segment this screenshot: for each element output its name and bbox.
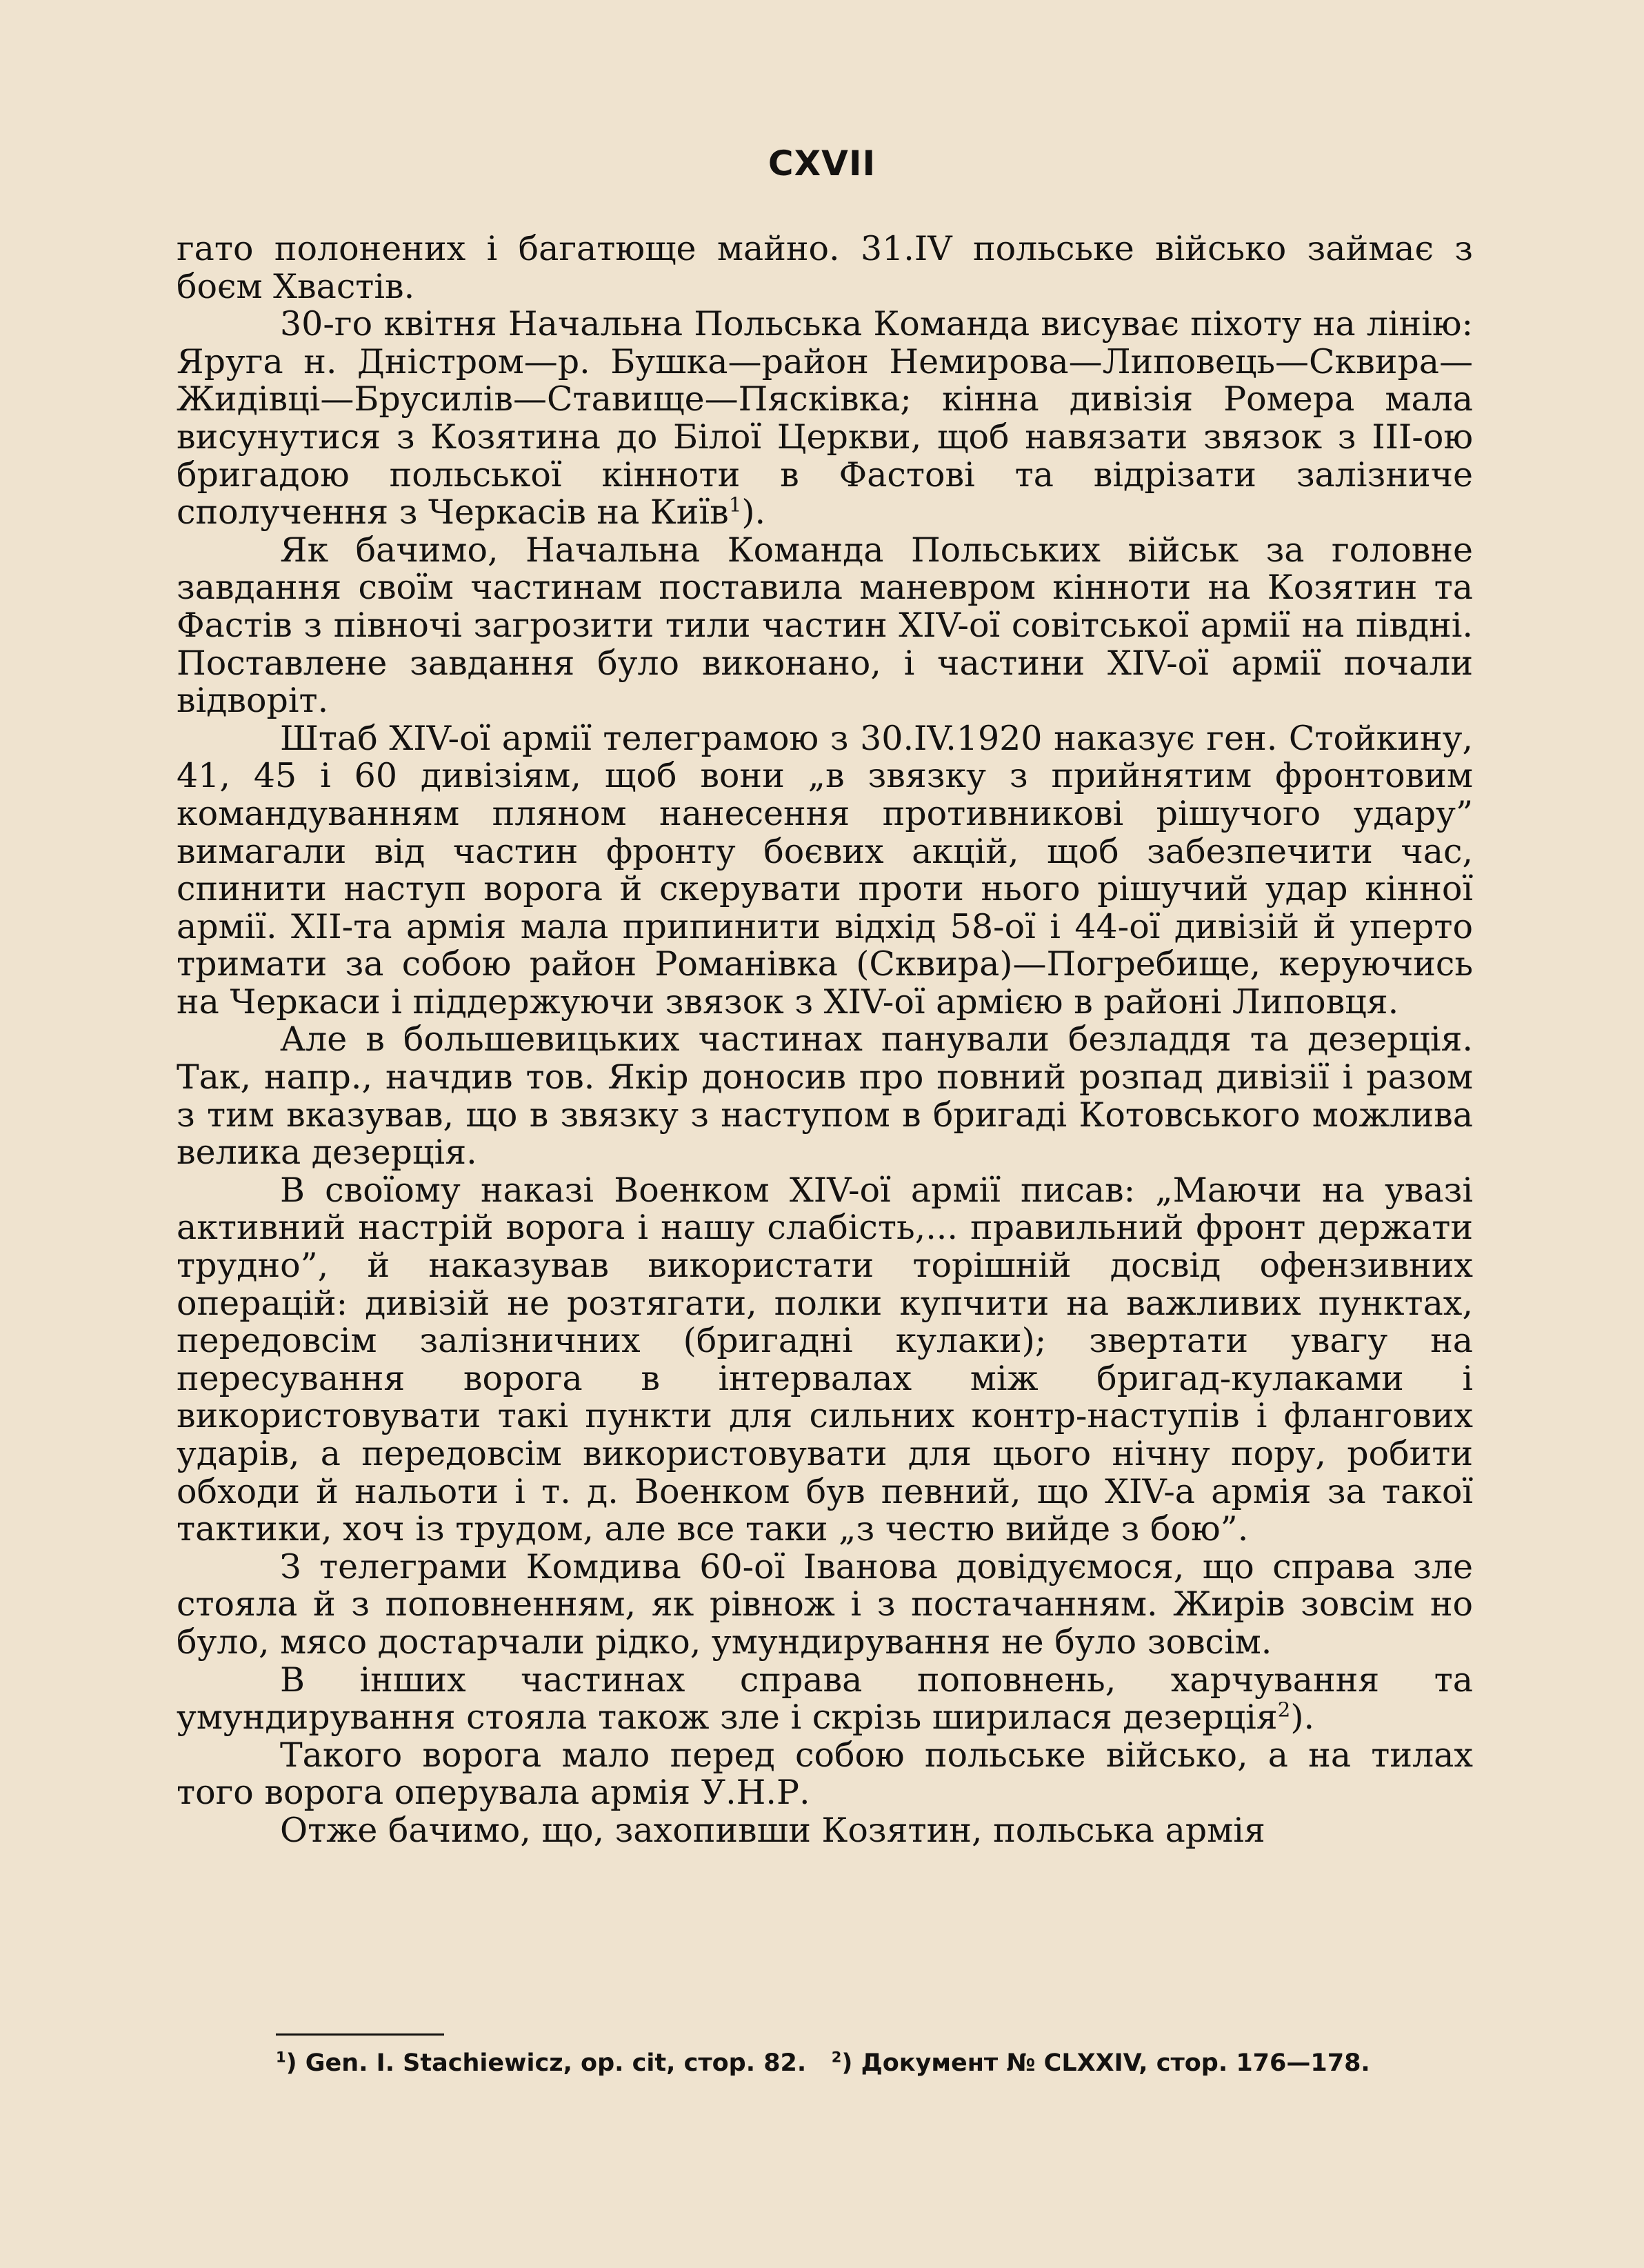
footnote-ref-2[interactable]: 2 (1277, 1698, 1291, 1722)
footnote-ref-1[interactable]: 1 (728, 493, 742, 517)
paragraph-1-text: гато полонених і багатюще майно. 31.IV польське військо займає з боєм Хвастів. (177, 229, 1473, 306)
footnote-2 (832, 2049, 1370, 2077)
paragraph-6-text: В своїому наказі Военком XIV-ої армії писав: „Маючи на увазі активний настрій ворога і нашу слабість,... правильний фронт держати трудно”, й наказував використати торішній досвід офензивних операцій: дивізій не розтягати, полки купчити на важливих пунктах, передовсім залізничних (бригадні кулаки); звертати увагу на пересування ворога в інтервалах між бригад-кулаками і використовувати такі пункти для сильних контр-наступів і флангових ударів, а передовсім використовувати для цього нічну пору, робити обходи й нальоти і т. д. Военком був певний, що XIV-а армія за такої тактики, хоч із трудом, але все таки „з честю вийде з бою”. (177, 1170, 1473, 1549)
paragraph-8 (177, 1662, 1473, 1737)
paragraph-5-text: Але в большевицьких частинах панували безладдя та дезерція. Так, напр., начдив тов. Якір доносив про повний розпад дивізії і разом з тим вказував, що в звязку з наступом в бригаді Котовського можлива велика дезерція. (177, 1019, 1473, 1173)
paragraph-9 (177, 1737, 1473, 1812)
page-number: CXVII (768, 143, 876, 183)
body-text (177, 230, 1473, 1850)
paragraph-2-text: 30-го квітня Начальна Польська Команда висуває піхоту на лінію: Яруга н. Дністром—р. Бушка—район Немирова—Липовець—Сквира—Жидівці—Брусилів—Ставище—Пясківка; кінна дивізія Ромера мала висунутися з Козятина до Білої Церкви, щоб навязати звязок з III-ою бригадою польської кінноти в Фастові та відрізати залізниче сполучення з Черкасів на Київ (177, 304, 1473, 533)
paragraph-9-text: Такого ворога мало перед собою польське військо, а на тилах того ворога оперувала армія У.Н.Р. (177, 1735, 1473, 1813)
footnote-2-marker: 2 (831, 2049, 842, 2066)
paragraph-8-text: В інших частинах справа поповнень, харчування та умундирування стояла також зле і скрізь ширилася дезерція (177, 1660, 1473, 1738)
paragraph-1 (177, 230, 1473, 306)
footnote-1-text: ) Gen. I. Stachiewicz, op. cit, стор. 82. (285, 2049, 807, 2077)
paragraph-3 (177, 532, 1473, 720)
paragraph-8-tail: ). (1290, 1698, 1315, 1738)
footnote-divider (276, 2033, 444, 2036)
footnote-1-marker: 1 (276, 2049, 286, 2066)
footnotes (276, 2047, 1476, 2079)
paragraph-5 (177, 1021, 1473, 1171)
paragraph-4 (177, 720, 1473, 1022)
paragraph-10 (177, 1812, 1473, 1850)
paragraph-7 (177, 1546, 1473, 1662)
paragraph-4-text: Штаб XIV-ої армії телеграмою з 30.IV.1920 наказує ген. Стойкину, 41, 45 і 60 дивізіям, щоб вони „в звязку з прийнятим фронтовим командуванням пляном нанесення противникові рішучого удару” вимагали від частин фронту боєвих акцій, щоб забезпечити час, спинити наступ ворога й скерувати проти нього рішучий удар кінної армії. XII-та армія мала припинити відхід 58-ої і 44-ої дивізій й уперто тримати за собою район Романівка (Сквира)—Погребище, керуючись на Черкаси і піддержуючи звязок з XIV-ої армією в районі Липовця. (177, 718, 1473, 1022)
footnote-2-text: ) Документ № CLXXIV, стор. 176—178. (841, 2049, 1370, 2077)
paragraph-7-text: З телеграми Комдива 60-ої Іванова довідуємося, що справа зле стояла й з поповненням, як рівнож і з постачанням. Жирів зовсім но було, мясо достарчали рідко, умундирування не було зовсім. (177, 1546, 1473, 1662)
paragraph-2 (177, 306, 1473, 532)
paragraph-3-text: Як бачимо, Начальна Команда Польських військ за головне завдання своїм частинам поставила маневром кінноти на Козятин та Фастів з півночі загрозити тили частин XIV-ої совітської армії на півдні. Поставлене завдання було виконано, і частини XIV-ої армії почали відворіт. (177, 530, 1473, 721)
footnote-1 (276, 2049, 806, 2077)
paragraph-10-text: Отже бачимо, що, захопивши Козятин, польська армія (280, 1810, 1265, 1850)
paragraph-6 (177, 1172, 1473, 1549)
paragraph-2-tail: ). (741, 493, 766, 533)
